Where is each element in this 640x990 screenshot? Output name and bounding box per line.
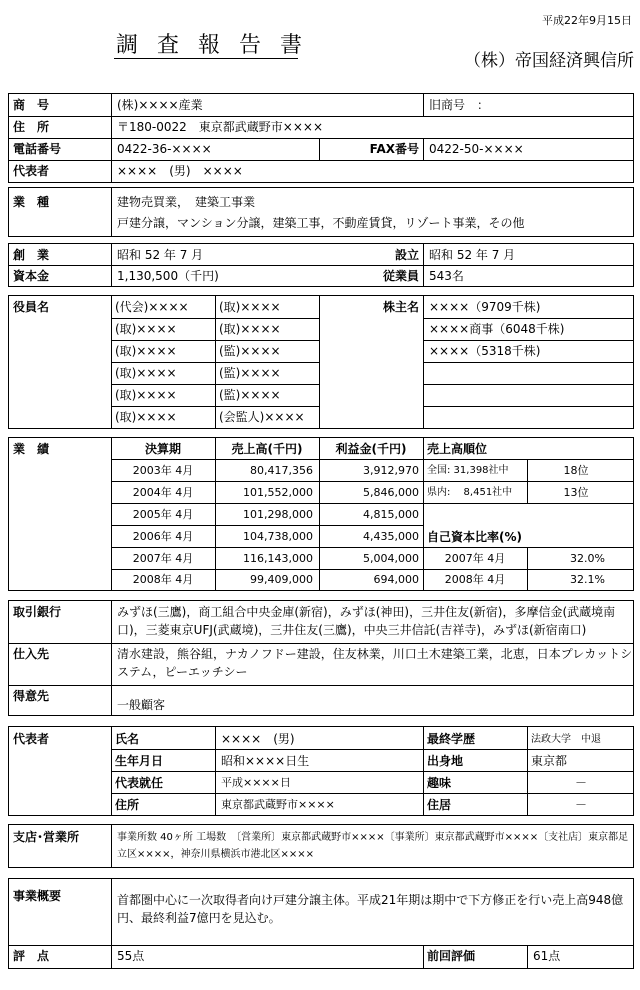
founded-label: 創 業 — [13, 248, 50, 262]
officer: (取)×××× — [115, 344, 177, 358]
equity-value: 32.1% — [570, 573, 605, 586]
address: 〒180-0022 東京都武蔵野市×××× — [117, 120, 323, 134]
phone: 0422-36-×××× — [117, 142, 212, 156]
employees: 543名 — [429, 269, 464, 283]
overview-label: 事業概要 — [13, 889, 62, 903]
performance-label: 業 績 — [13, 442, 50, 456]
rank-national: 18位 — [563, 464, 589, 477]
capital-label: 資本金 — [13, 269, 50, 283]
officers-label: 役員名 — [13, 300, 50, 314]
rank-pref: 13位 — [563, 486, 589, 499]
rep-birth-label: 生年月日 — [115, 754, 164, 768]
table-row-period: 2006年 4月 — [132, 530, 194, 543]
table-row-profit: 694,000 — [373, 573, 419, 586]
officer: (取)×××× — [115, 410, 177, 424]
table-row-profit: 4,435,000 — [363, 530, 419, 543]
table-row-profit: 3,912,970 — [363, 464, 419, 477]
banks-label: 取引銀行 — [13, 605, 62, 619]
shareholders-label: 株主名 — [382, 300, 419, 314]
banks-text: みずほ(三鷹)，商工組合中央金庫(新宿)，みずほ(神田)，三井住友(新宿)，多摩信金(武蔵境南口)，三菱東京UFJ(武蔵境)，三井住友(三鷹)，中央三井信託(吉祥寺)，みずほ(新宿南口) — [117, 605, 616, 637]
rank-label: 売上高順位 — [427, 442, 488, 456]
overview-text: 首都圏中心に一次取得者向け戸建分譲主体。平成21年期は期中で下方修正を行い売上高948億円、最終利益7億円を見込む。 — [117, 893, 624, 925]
suppliers-text: 清水建設，熊谷組，ナカノフドー建設，住友林業，川口土木建築工業，北恵，日本プレカットシステム，ピーエッチシー — [117, 647, 633, 679]
rep-residence-label: 住居 — [427, 798, 452, 812]
rank-national-label: 全国: 31,398社中 — [427, 465, 509, 476]
capital: 1,130,500（千円) — [117, 269, 219, 283]
suppliers-label: 仕入先 — [13, 647, 50, 661]
rep-addr-label: 住所 — [115, 798, 140, 812]
table-row-sales: 101,298,000 — [243, 508, 313, 521]
phone-label: 電話番号 — [13, 142, 62, 156]
officer: (取)×××× — [219, 300, 281, 314]
prev-score-value: 61点 — [533, 949, 561, 963]
rep: ×××× (男) ×××× — [117, 164, 243, 178]
address-label: 住 所 — [13, 120, 50, 134]
officer: (取)×××× — [115, 322, 177, 336]
overview-section — [8, 878, 634, 969]
branches-section — [8, 824, 634, 868]
table-row-period: 2008年 4月 — [132, 573, 194, 586]
table-row-sales: 99,409,000 — [250, 573, 313, 586]
shareholder: ××××（9709千株) — [429, 300, 541, 314]
representative-label: 代表者 — [13, 732, 50, 746]
col-header-sales: 売上高(千円) — [231, 442, 303, 456]
table-row-sales: 101,552,000 — [243, 486, 313, 499]
equity-period: 2008年 4月 — [444, 573, 506, 586]
officer: (取)×××× — [115, 388, 177, 402]
score-label: 評 点 — [13, 949, 50, 963]
old-name-label: 旧商号 ： — [429, 98, 490, 112]
report-title: 調 査 報 告 書 — [116, 33, 308, 58]
prev-score-label: 前回評価 — [427, 949, 476, 963]
relations-section — [8, 600, 634, 716]
founding-section — [8, 243, 634, 287]
officer: (監)×××× — [219, 344, 281, 358]
founded: 昭和 52 年 7 月 — [117, 248, 204, 262]
rep-origin: 東京都 — [531, 754, 568, 768]
shareholder: ××××商事（6048千株) — [429, 322, 565, 336]
equity-label: 自己資本比率(%) — [427, 530, 522, 544]
rep-edu-label: 最終学歴 — [427, 732, 476, 746]
fax-label: FAX番号 — [369, 142, 419, 156]
business-section — [8, 187, 634, 237]
business-line2: 戸建分譲，マンション分譲，建築工事，不動産賃貸，リゾート事業，その他 — [117, 216, 525, 230]
officer: (取)×××× — [115, 366, 177, 380]
col-header-period: 決算期 — [144, 442, 181, 456]
rep-edu: 法政大学 中退 — [531, 734, 601, 745]
est-label: 設立 — [394, 248, 419, 262]
table-row-sales: 104,738,000 — [243, 530, 313, 543]
rep-label: 代表者 — [13, 164, 50, 178]
trade-name: (株)××××産業 — [117, 98, 203, 112]
fax: 0422-50-×××× — [429, 142, 524, 156]
rep-birth: 昭和××××日生 — [221, 754, 310, 768]
rep-residence: － — [574, 798, 587, 812]
agency-name: （株）帝国経済興信所 — [464, 51, 634, 71]
performance-section — [8, 437, 634, 591]
report-date: 平成22年9月15日 — [542, 14, 632, 27]
table-row-profit: 4,815,000 — [363, 508, 419, 521]
rep-hobby-label: 趣味 — [427, 776, 452, 790]
table-row-period: 2007年 4月 — [132, 552, 194, 565]
score-value: 55点 — [117, 949, 145, 963]
rep-inaug-label: 代表就任 — [115, 776, 164, 790]
basic-info-section — [8, 93, 634, 183]
table-row-sales: 80,417,356 — [250, 464, 313, 477]
table-row-profit: 5,004,000 — [363, 552, 419, 565]
equity-period: 2007年 4月 — [444, 552, 506, 565]
officer: (監)×××× — [219, 366, 281, 380]
col-header-profit: 利益金(千円) — [335, 442, 407, 456]
est: 昭和 52 年 7 月 — [429, 248, 516, 262]
equity-value: 32.0% — [570, 552, 605, 565]
customers-label: 得意先 — [13, 689, 50, 703]
officers-section — [8, 295, 634, 429]
employees-label: 従業員 — [382, 269, 419, 283]
branches-text: 事業所数 40ヶ所 工場数 〔営業所〕東京都武蔵野市××××〔事業所〕東京都武蔵野市××××〔支社店〕東京都足立区××××，神奈川県横浜市港北区×××× — [117, 832, 629, 860]
rep-name-label: 氏名 — [115, 732, 140, 746]
rep-inaug: 平成××××日 — [221, 776, 291, 789]
representative-section — [8, 726, 634, 816]
officer: (会監人)×××× — [219, 410, 305, 424]
officer: (代会)×××× — [115, 300, 189, 314]
officer: (監)×××× — [219, 388, 281, 402]
customers-text: 一般顧客 — [117, 698, 166, 712]
rep-name: ×××× (男) — [221, 732, 295, 746]
table-row-period: 2005年 4月 — [132, 508, 194, 521]
table-row-sales: 116,143,000 — [243, 552, 313, 565]
business-line1: 建物売買業， 建築工事業 — [117, 195, 256, 209]
rank-pref-label: 県内: 8,451社中 — [427, 487, 513, 498]
rep-origin-label: 出身地 — [427, 754, 464, 768]
rep-addr: 東京都武蔵野市×××× — [221, 798, 335, 811]
table-row-profit: 5,846,000 — [363, 486, 419, 499]
branches-label: 支店･営業所 — [13, 830, 80, 844]
rep-hobby: － — [574, 776, 587, 790]
shareholder: ××××（5318千株) — [429, 344, 541, 358]
business-label: 業 種 — [13, 195, 50, 209]
table-row-period: 2004年 4月 — [132, 486, 194, 499]
table-row-period: 2003年 4月 — [132, 464, 194, 477]
officer: (取)×××× — [219, 322, 281, 336]
trade-name-label: 商 号 — [13, 98, 50, 112]
